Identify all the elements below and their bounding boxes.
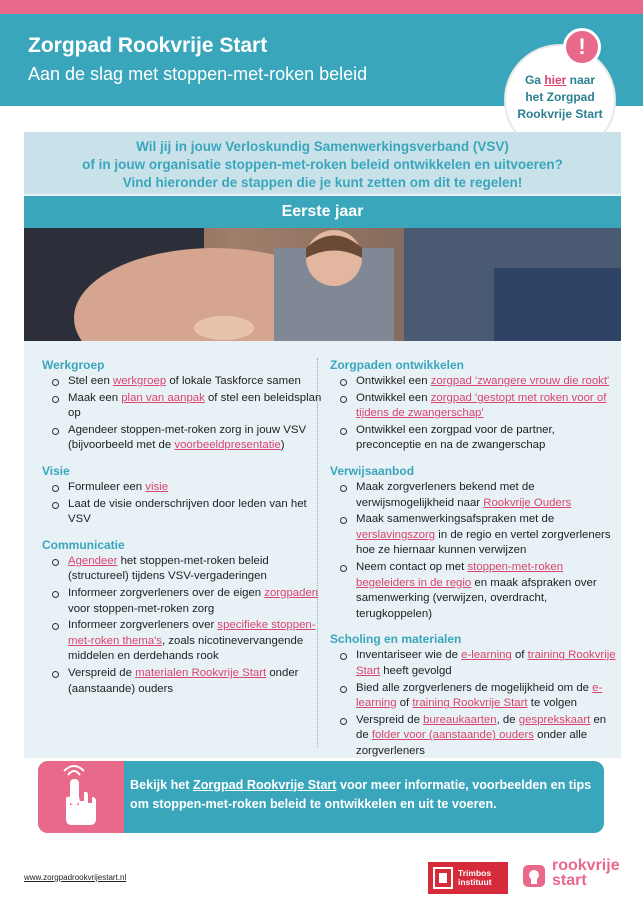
right-column	[330, 358, 616, 769]
list-item: Ontwikkel een zorgpad voor de partner, preconceptie en na de zwangerschap	[330, 423, 616, 454]
folder-link[interactable]: folder voor (aanstaande) ouders	[371, 729, 534, 742]
list-item: Inventariseer wie de e-learning of training Rookvrije Start heeft gevolgd	[330, 648, 616, 679]
left-column	[42, 358, 328, 707]
rookvrije-start-logo-icon	[520, 862, 548, 890]
training-link[interactable]: training Rookvrije Start	[356, 649, 616, 677]
e-learning-link[interactable]: e-learning	[461, 649, 512, 662]
family-photo	[24, 228, 621, 341]
bureaukaarten-link[interactable]: bureaukaarten	[423, 713, 497, 726]
list-item: Laat de visie onderschrijven door leden van het VSV	[42, 497, 328, 528]
trimbos-name: Trimbos instituut	[458, 868, 492, 887]
intro-line: Vind hieronder de stappen die je kunt zetten om dit te regelen!	[122, 175, 523, 190]
section-title: Zorgpaden ontwikkelen	[330, 358, 465, 372]
intro-line: of in jouw organisatie stoppen-met-roken beleid ontwikkelen en uitvoeren?	[82, 157, 563, 172]
page-title: Zorgpad Rookvrije Start	[28, 34, 268, 57]
year-heading: Eerste jaar	[24, 196, 621, 228]
list-item: Informeer zorgverleners over de eigen zorgpaden voor stoppen-met-roken zorg	[42, 586, 328, 617]
section-communicatie	[42, 538, 328, 697]
e-learning-link[interactable]: e-learning	[356, 681, 603, 710]
list-item: Maak zorgverleners bekend met de verwijsmogelijkheid naar Rookvrije Ouders	[330, 480, 616, 511]
trimbos-logo	[428, 862, 508, 894]
section-scholing	[330, 632, 616, 759]
list-item: Maak een plan van aanpak of stel een beleidsplan op	[42, 391, 328, 422]
gesprekskaart-link[interactable]: gesprekskaart	[518, 713, 591, 726]
zorgpad-gestopt-link[interactable]: zorgpad 'gestopt met roken voor of tijdens de zwangerschap'	[356, 391, 607, 420]
section-werkgroep	[42, 358, 328, 454]
intro-block	[24, 132, 621, 194]
agendeer-link[interactable]: Agendeer	[68, 554, 118, 567]
werkgroep-link[interactable]: werkgroep	[112, 375, 167, 387]
list-item: Bied alle zorgverleners de mogelijkheid om de e-learning of training Rookvrije Start te volgen	[330, 681, 616, 712]
themas-link[interactable]: specifieke stoppen-met-roken thema's	[68, 619, 316, 647]
section-title: Visie	[42, 463, 70, 478]
section-verwijsaanbod	[330, 464, 616, 622]
section-title: Scholing en materialen	[330, 632, 462, 647]
list-item: Ontwikkel een zorgpad 'gestopt met roken voor of tijdens de zwangerschap'	[330, 391, 616, 422]
list-item: Informeer zorgverleners over specifieke stoppen-met-roken thema's, zoals nicotinevervangende middelen en derdehands rook	[42, 618, 328, 665]
exclamation-icon: !	[563, 28, 601, 66]
materialen-link[interactable]: materialen Rookvrije Start	[135, 666, 267, 679]
zorgpaden-link[interactable]: zorgpaden	[264, 586, 319, 599]
list-item: Maak samenwerkingsafspraken met de verslavingszorg in de regio en vertel zorgverleners hoe ze hiernaar kunnen verwijzen	[330, 512, 616, 559]
zorgpad-zwangere-link[interactable]: zorgpad 'zwangere vrouw die rookt'	[430, 375, 610, 387]
section-visie	[42, 464, 328, 528]
rookvrije-start-wordmark: rookvrije start	[552, 857, 620, 889]
list-item: Ontwikkel een zorgpad 'zwangere vrouw die rookt'	[330, 374, 616, 390]
visie-link[interactable]: visie	[145, 480, 169, 493]
list-item: Neem contact op met stoppen-met-roken begeleiders in de regio en maak afspraken over samenwerking (verwijzen, overdracht, terugkoppelen)	[330, 560, 616, 622]
rookvrije-ouders-link[interactable]: Rookvrije Ouders	[483, 496, 572, 509]
voorbeeldpresentatie-link[interactable]: voorbeeldpresentatie	[174, 439, 281, 452]
trimbos-logo-icon	[432, 866, 454, 890]
section-zorgpaden	[330, 358, 616, 454]
verslavingszorg-link[interactable]: verslavingszorg	[356, 528, 436, 541]
family-photo-illustration	[24, 228, 621, 341]
page-subtitle: Aan de slag met stoppen-met-roken beleid	[28, 64, 368, 84]
section-title: Werkgroep	[42, 358, 105, 372]
list-item: Verspreid de materialen Rookvrije Start onder (aanstaande) ouders	[42, 666, 328, 697]
section-title: Communicatie	[42, 537, 125, 552]
intro-line: Wil jij in jouw Verloskundig Samenwerkingsverband (VSV)	[136, 139, 509, 154]
cta-text: Bekijk het Zorgpad Rookvrije Start voor meer informatie, voorbeelden en tips om stoppen-met-roken beleid te ontwikkelen en uit te voeren.	[130, 778, 592, 811]
list-item: Verspreid de bureaukaarten, de gesprekskaart en de folder voor (aanstaande) ouders onder alle zorgverleners	[330, 713, 616, 760]
training-link[interactable]: training Rookvrije Start	[412, 697, 528, 710]
pointing-hand-icon	[38, 761, 124, 833]
top-stripe	[0, 0, 643, 14]
footer-url[interactable]: www.zorgpadrookvrijestart.nl	[24, 873, 127, 882]
section-title: Verwijsaanbod	[330, 463, 415, 478]
cta-icon-box	[38, 761, 124, 833]
list-item: Formuleer een visie	[42, 480, 328, 496]
zorgpad-cta-link[interactable]: Zorgpad Rookvrije Start	[193, 778, 337, 792]
begeleiders-link[interactable]: stoppen-met-roken begeleiders in de regio	[356, 560, 564, 589]
list-item: Agendeer stoppen-met-roken zorg in jouw VSV (bijvoorbeeld met de voorbeeldpresentatie)	[42, 423, 328, 454]
list-item: Agendeer het stoppen-met-roken beleid (structureel) tijdens VSV-vergaderingen	[42, 554, 328, 585]
plan-van-aanpak-link[interactable]: plan van aanpak	[121, 391, 205, 404]
list-item: Stel een werkgroep of lokale Taskforce samen	[42, 374, 328, 390]
badge-text: Ga hier naar het Zorgpad Rookvrije Start	[517, 73, 603, 121]
hier-link[interactable]: hier	[544, 73, 567, 87]
